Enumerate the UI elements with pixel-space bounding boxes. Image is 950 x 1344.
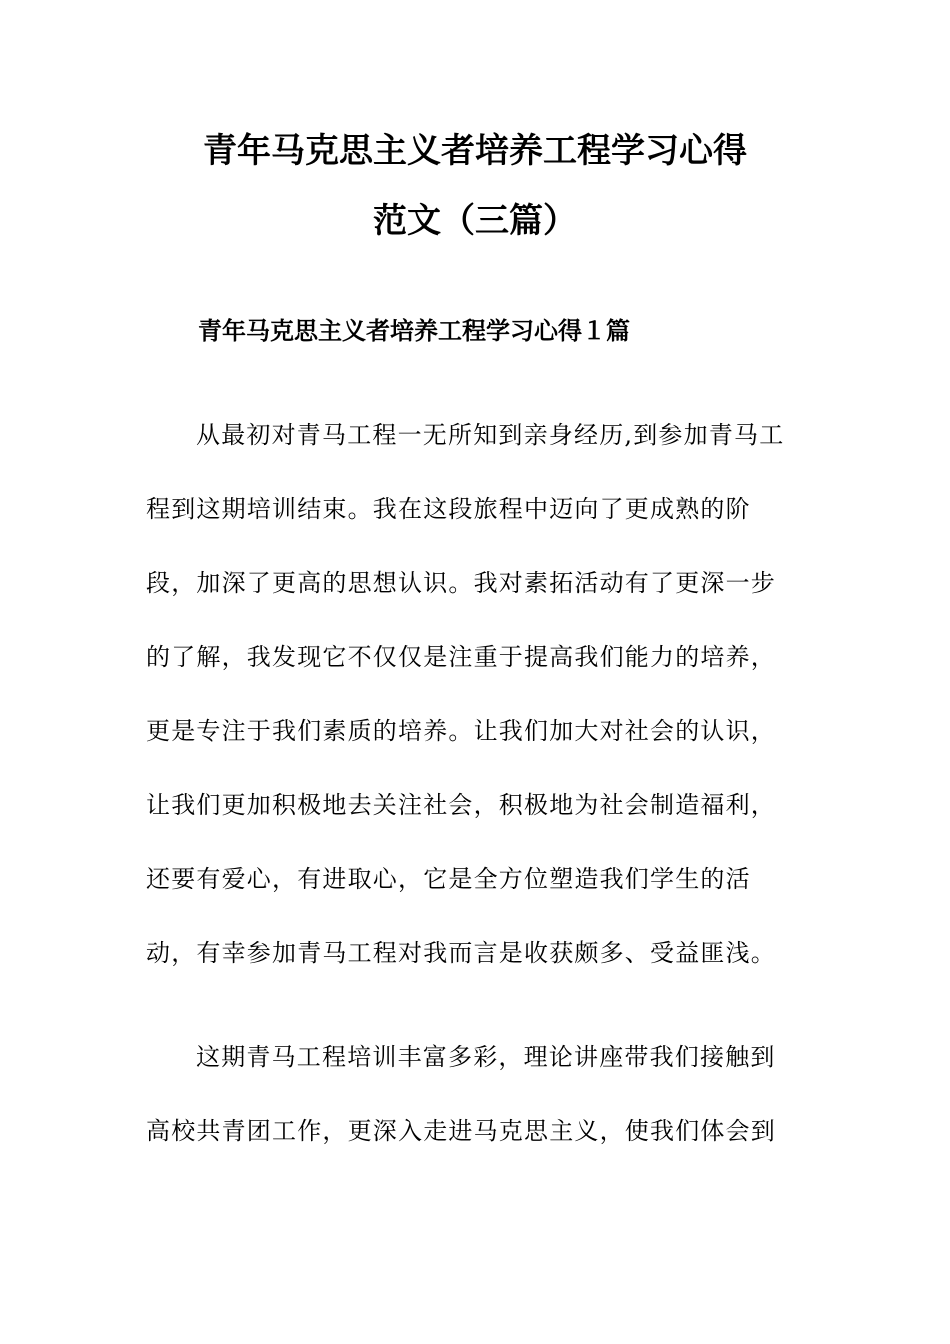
document-title-line-1: 青年马克思主义者培养工程学习心得 — [203, 131, 747, 171]
paragraph-line: 这期青马工程培训丰富多彩，理论讲座带我们接触到 — [196, 1043, 776, 1071]
paragraph-line: 让我们更加积极地去关注社会，积极地为社会制造福利， — [146, 791, 776, 819]
paragraph-line: 还要有爱心，有进取心，它是全方位塑造我们学生的活 — [146, 865, 751, 893]
document-title-line-2: 范文（三篇） — [373, 201, 577, 241]
paragraph-line: 更是专注于我们素质的培养。让我们加大对社会的认识， — [146, 717, 776, 745]
section-heading: 青年马克思主义者培养工程学习心得１篇 — [198, 317, 630, 345]
paragraph-line: 动，有幸参加青马工程对我而言是收获颇多、受益匪浅。 — [146, 939, 776, 967]
paragraph-line: 段，加深了更高的思想认识。我对素拓活动有了更深一步 — [146, 569, 776, 597]
paragraph-line: 程到这期培训结束。我在这段旅程中迈向了更成熟的阶 — [146, 495, 751, 523]
paragraph-line: 高校共青团工作，更深入走进马克思主义，使我们体会到 — [146, 1117, 776, 1145]
paragraph-line: 的了解，我发现它不仅仅是注重于提高我们能力的培养， — [146, 643, 776, 671]
paragraph-line: 从最初对青马工程一无所知到亲身经历,到参加青马工 — [196, 421, 785, 449]
